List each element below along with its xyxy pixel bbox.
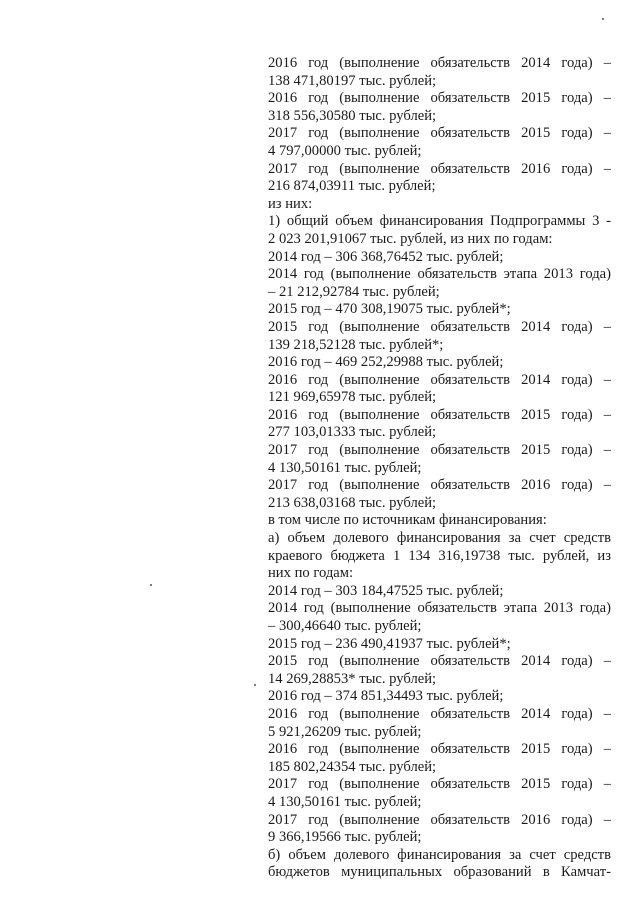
text-line: – 300,46640 тыс. рублей; [268,618,422,634]
text-line: 2017 год (выполнение обязательств 2016 года) – [268,160,611,177]
text-line: 139 218,52128 тыс. рублей*; [268,336,444,353]
text-line: 2016 год (выполнение обязательств 2015 года) – [268,90,611,107]
text-line: 2 023 201,91067 тыс. рублей, из них по годам: [268,230,553,247]
text-line: 2017 год (выполнение обязательств 2016 года) – [268,811,611,828]
text-line: 277 103,01333 тыс. рублей; [268,424,437,441]
scan-speck [150,584,152,586]
text-line: 2016 год (выполнение обязательств 2015 года) – [268,406,611,423]
text-line: 2014 год (выполнение обязательств этапа 2013 года) [268,266,611,283]
text-line: 9 366,19566 тыс. рублей; [268,829,422,846]
text-line: 2016 год (выполнение обязательств 2014 года) – [268,705,611,722]
text-line: 2017 год (выполнение обязательств 2016 года) – [268,477,611,494]
text-line: 4 130,50161 тыс. рублей; [268,459,422,476]
text-line: – 21 212,92784 тыс. рублей; [268,283,440,300]
text-line: 121 969,65978 тыс. рублей; [268,389,437,406]
text-line: 185 802,24354 тыс. рублей; [268,758,437,775]
text-line: 216 874,03911 тыс. рублей; [268,178,436,195]
text-line: 138 471,80197 тыс. рублей; [268,72,437,89]
text-line: 2016 год – 469 252,29988 тыс. рублей; [268,354,504,371]
text-line: 2014 год – 306 368,76452 тыс. рублей; [268,248,504,265]
text-line: 2017 год (выполнение обязательств 2015 года) – [268,776,611,793]
text-line: 2014 год – 303 184,47525 тыс. рублей; [268,582,504,599]
scan-speck [602,18,604,20]
text-line: 2017 год (выполнение обязательств 2015 года) – [268,125,611,142]
text-line: 213 638,03168 тыс. рублей; [268,494,437,511]
text-line: бюджетов муниципальных образований в Камчат- [268,864,611,881]
text-line: них по годам: [268,565,354,582]
text-line: 2015 год – 470 308,19075 тыс. рублей*; [268,301,511,318]
scan-speck [254,684,256,686]
text-line: 5 921,26209 тыс. рублей; [268,723,422,740]
text-line: 4 797,00000 тыс. рублей; [268,142,422,159]
text-line: 2016 год (выполнение обязательств 2014 года) – [268,371,611,388]
document-text-block [268,55,611,882]
text-line: 1) общий объем финансирования Подпрограммы 3 - [268,213,611,230]
text-line: в том числе по источникам финансирования: [268,512,547,529]
text-line: 2016 год (выполнение обязательств 2014 года) – [268,55,611,71]
text-line: а) объем долевого финансирования за счет средств [268,530,611,547]
text-line: 2015 год (выполнение обязательств 2014 года) – [268,318,611,335]
text-line: 318 556,30580 тыс. рублей; [268,107,437,124]
text-line: из них: [268,195,313,212]
text-line: краевого бюджета 1 134 316,19738 тыс. рублей, из [268,547,611,564]
text-line: 14 269,28853* тыс. рублей; [268,670,437,687]
text-line: 4 130,50161 тыс. рублей; [268,793,422,810]
text-line: 2016 год – 374 851,34493 тыс. рублей; [268,688,504,705]
text-line: 2015 год – 236 490,41937 тыс. рублей*; [268,635,511,652]
text-line: 2017 год (выполнение обязательств 2015 года) – [268,442,611,459]
text-line: 2015 год (выполнение обязательств 2014 года) – [268,653,611,670]
text-line: б) объем долевого финансирования за счет средств [268,846,611,863]
text-line: 2016 год (выполнение обязательств 2015 года) – [268,741,611,758]
text-line: 2014 год (выполнение обязательств этапа 2013 года) [268,600,611,617]
